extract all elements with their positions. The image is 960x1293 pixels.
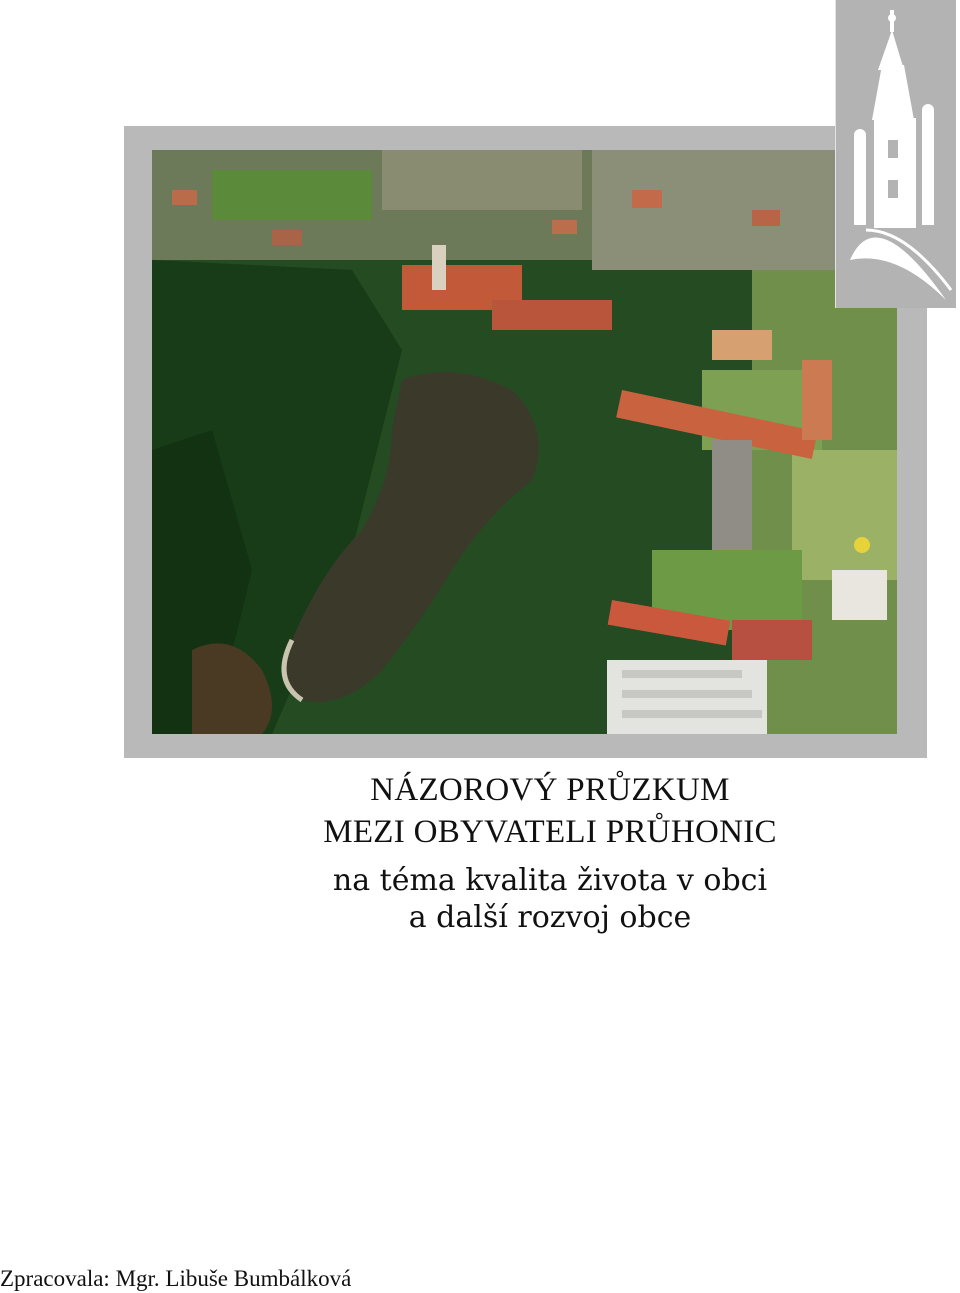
church-tower-icon [836, 0, 956, 308]
aerial-photo [152, 150, 897, 734]
title-line-2: MEZI OBYVATELI PRŮHONIC [323, 814, 777, 850]
photo-frame [124, 126, 927, 758]
subtitle-line-2: a další rozvoj obce [408, 900, 692, 935]
title-line-1: NÁZOROVÝ PRŮZKUM [370, 772, 730, 808]
author-credit: Zpracovala: Mgr. Libuše Bumbálková [0, 1266, 352, 1291]
aerial-photo-illustration [152, 150, 897, 734]
subtitle-line-1: na téma kvalita života v obci [332, 863, 768, 898]
logo-emblem [835, 0, 956, 308]
